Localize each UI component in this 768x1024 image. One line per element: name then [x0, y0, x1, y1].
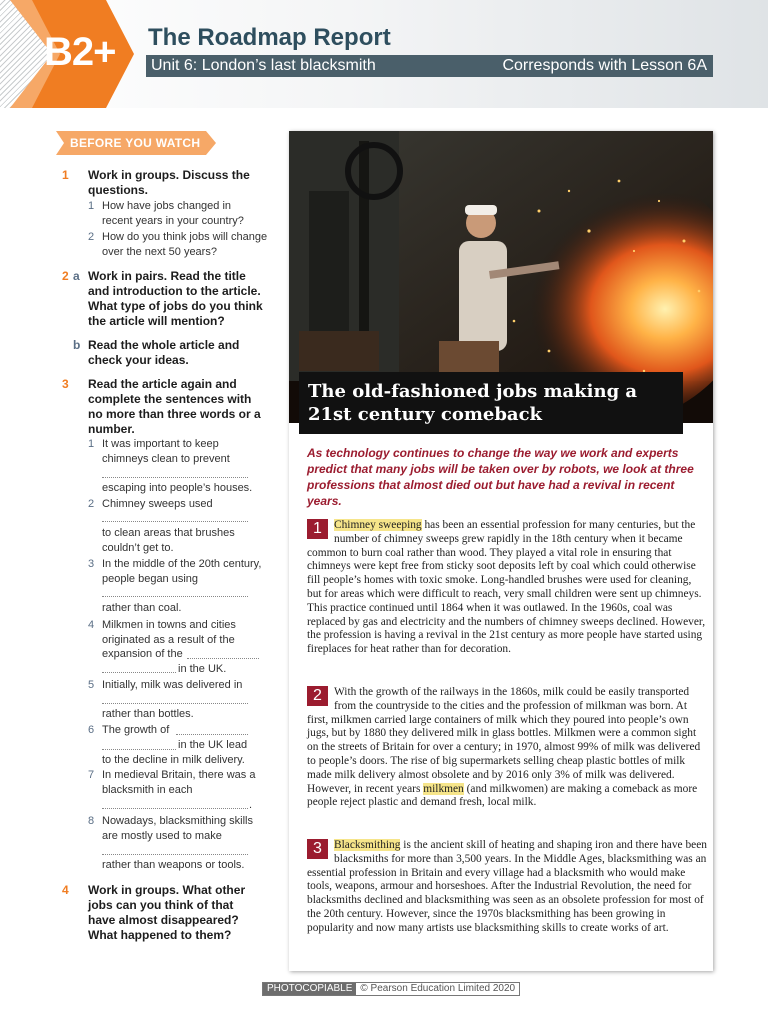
item-1-line-1: It was important to keep [102, 438, 219, 450]
item-6-line-3: to the decline in milk delivery. [102, 754, 245, 766]
question-1-sub-1-number: 1 [88, 200, 95, 212]
paragraph-3-number: 3 [307, 839, 328, 859]
answer-blank-7[interactable] [102, 808, 248, 809]
item-8-line-2: are mostly used to make [102, 830, 222, 842]
question-2b-letter: b [73, 338, 81, 352]
answer-blank-5[interactable] [102, 703, 248, 704]
paragraph-1-number: 1 [307, 519, 328, 539]
lesson-reference: Corresponds with Lesson 6A [502, 57, 707, 74]
article-headline: The old-fashioned jobs making a 21st century comeback [308, 381, 638, 425]
answer-blank-6a[interactable] [176, 734, 248, 735]
item-8-line-1: Nowadays, blacksmithing skills [102, 815, 253, 827]
item-2-line-1: Chimney sweeps used [102, 498, 213, 510]
item-5-line-2: rather than bottles. [102, 708, 194, 720]
question-4-number: 4 [62, 883, 69, 897]
item-5-number: 5 [88, 679, 95, 691]
item-8-number: 8 [88, 815, 95, 827]
answer-blank-3[interactable] [102, 596, 248, 597]
item-1-number: 1 [88, 438, 95, 450]
paragraph-3: 3 Blacksmithing is the ancient skill of heating and shaping iron and there have been blacksmiths for more than 3,500 years. In the Middle Ages, blacksmithing was an essential profession in Britain and every village had a blacksmith who would make tools, weapons, armour and horseshoes. After the Industrial Revolution, the need for blacksmiths declined and blacksmithing was seen as an obsolete profession for most of the 20th century. However, since the 1970s blacksmithing has been growing in popularity and now many artists use blacksmithing skills to create works of art. [307, 839, 707, 934]
photocopiable-label: PHOTOCOPIABLE [263, 983, 356, 995]
level-badge: B2+ [44, 30, 116, 74]
item-6-line-1: The growth of [102, 724, 170, 736]
question-1-sub-2: How do you think jobs will change over the next 50 years? [102, 231, 268, 258]
paragraph-2: 2 With the growth of the railways in the 1860s, milk could be easily transported from the countryside to the cities and the profession of milkman was born. At first, milkmen carried large containers of milk which they poured into people’s own jugs, but by 1880 they delivered milk in glass bottles. Milkmen were a common sight on the streets of Britain for over a century; in 1970, almost 99% of milk was delivered to people’s doors. The rise of big supermarkets selling cheap plastic bottles of milk made milk delivery almost obsolete and by 2016 only 3% of milk was delivered. However, in recent years milkmen (and milkwomen) are making a comeback as more people reject plastic and demand fresh, local milk. [307, 686, 701, 809]
unit-bar [146, 55, 713, 77]
item-7-line-3: . [249, 799, 253, 811]
answer-blank-1[interactable] [102, 477, 248, 478]
item-7-line-2: blacksmith in each [102, 784, 193, 796]
item-2-line-2: to clean areas that brushes [102, 527, 235, 539]
question-1: Work in groups. Discuss the questions. [88, 168, 250, 197]
item-4-line-1: Milkmen in towns and cities [102, 619, 236, 631]
item-1-line-2: chimneys clean to prevent [102, 453, 230, 465]
item-3-line-1: In the middle of the 20th century, [102, 558, 262, 570]
item-4-number: 4 [88, 619, 95, 631]
answer-blank-4a[interactable] [187, 658, 259, 659]
item-7-number: 7 [88, 769, 95, 781]
question-2a: Work in pairs. Read the title and introduction to the article. What type of jobs do you think the article will mention? [88, 269, 263, 328]
answer-blank-2[interactable] [102, 521, 248, 522]
highlight-milkmen: milkmen [423, 782, 464, 795]
headline-box [299, 372, 683, 434]
question-4: Work in groups. What other jobs can you think of that have almost disappeared? What happened to them? [88, 883, 246, 942]
question-2b: Read the whole article and check your ideas. [88, 338, 240, 367]
item-4-line-3: expansion of the [102, 648, 183, 660]
highlight-blacksmithing: Blacksmithing [334, 839, 401, 851]
item-8-line-3: rather than weapons or tools. [102, 859, 245, 871]
item-6-line-2: in the UK lead [178, 739, 248, 751]
item-4-line-4: in the UK. [178, 663, 227, 675]
question-2a-letter: a [73, 269, 80, 283]
section-label: BEFORE YOU WATCH [56, 131, 216, 155]
article-intro: As technology continues to change the way we work and experts predict that many jobs will be taken over by robots, we look at three professions that almost died out but have had a revival in recent years. [307, 446, 694, 508]
answer-blank-6b[interactable] [102, 749, 176, 750]
item-4-line-2: originated as a result of the [102, 634, 235, 646]
item-3-number: 3 [88, 558, 95, 570]
answer-blank-4b[interactable] [102, 672, 176, 673]
report-title: The Roadmap Report [148, 24, 391, 51]
footer [262, 982, 520, 996]
paragraph-1: 1 Chimney sweeping has been an essential profession for many centuries, but the number of chimney sweeps grew rapidly in the 18th century when it became common to burn coal rather than wood. They played a vital role in ensuring that chimneys were kept free from sticky soot deposits left by coal which could otherwise fill people’s homes with toxic smoke. Long-handled brushes were used for cleaning, but for areas which were difficult to reach, very small children were sent up chimneys. This practice continued until 1864 when it was outlawed. In the 1960s, coal was replaced by gas and electricity and the numbers of chimney sweeps declined. However, the profession is having a revival in the 21st century as more people have started using fireplaces for heat rather than for decoration. [307, 519, 706, 656]
highlight-chimney-sweeping: Chimney sweeping [334, 519, 422, 531]
paragraph-2-number: 2 [307, 686, 328, 706]
unit-title: Unit 6: London’s last blacksmith [151, 57, 376, 74]
question-1-sub-1: How have jobs changed in recent years in your country? [102, 200, 244, 227]
item-6-number: 6 [88, 724, 95, 736]
question-2-number: 2 [62, 269, 69, 283]
question-3: Read the article again and complete the sentences with no more than three words or a number. [88, 377, 261, 436]
item-2-line-3: couldn’t get to. [102, 542, 174, 554]
item-5-line-1: Initially, milk was delivered in [102, 679, 243, 691]
item-3-line-3: rather than coal. [102, 602, 182, 614]
item-2-number: 2 [88, 498, 95, 510]
article-card [289, 131, 713, 971]
question-1-number: 1 [62, 168, 69, 182]
item-7-line-1: In medieval Britain, there was a [102, 769, 256, 781]
answer-blank-8[interactable] [102, 854, 248, 855]
copyright: © Pearson Education Limited 2020 [360, 983, 516, 994]
item-1-line-3: escaping into people’s houses. [102, 482, 253, 494]
question-3-number: 3 [62, 377, 69, 391]
question-1-sub-2-number: 2 [88, 231, 95, 243]
item-3-line-2: people began using [102, 573, 199, 585]
